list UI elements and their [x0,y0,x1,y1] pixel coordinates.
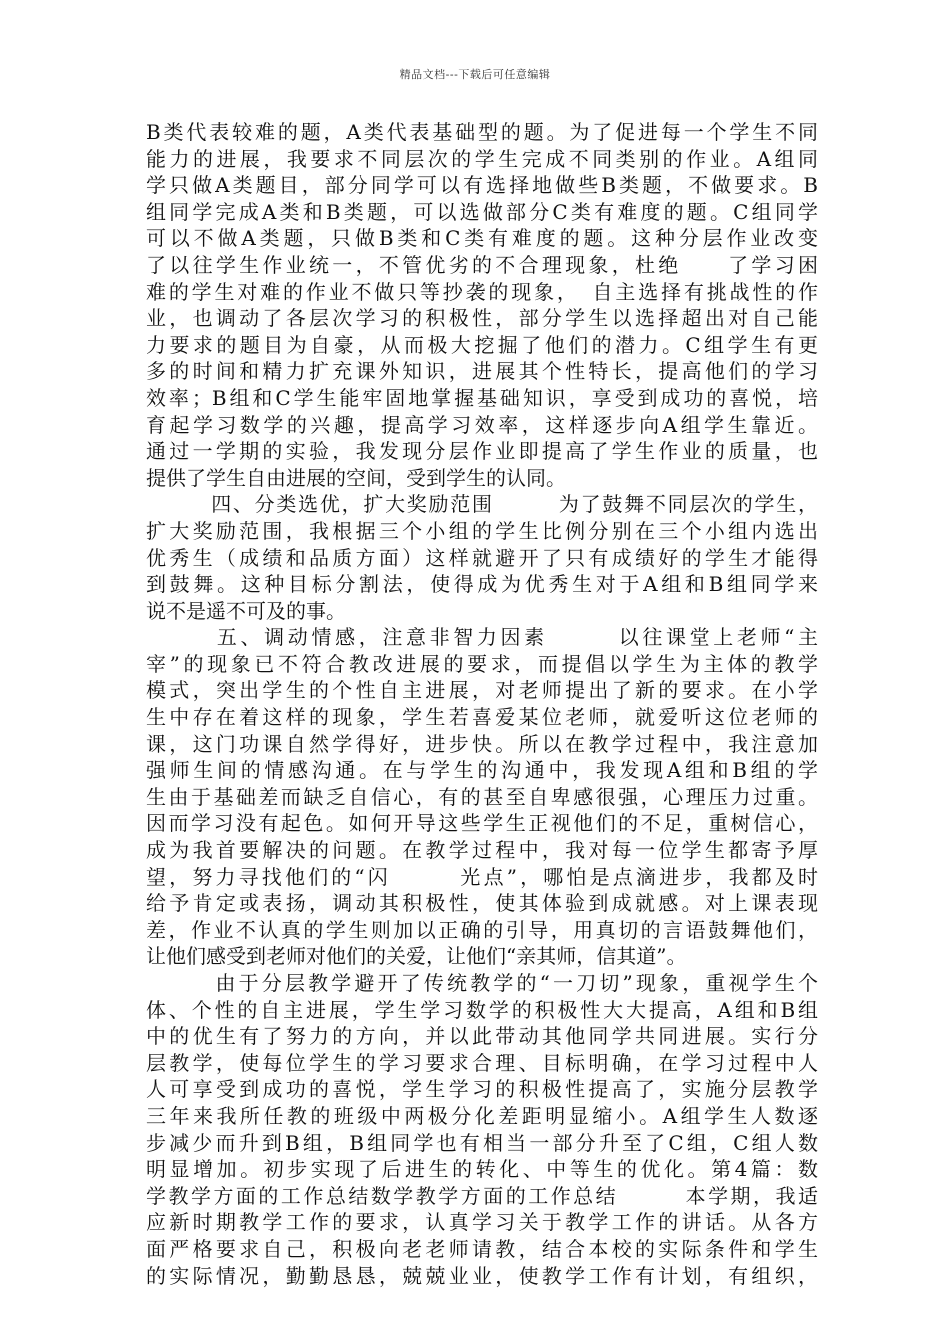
text-line: 业，也调动了各层次学习的积极性，部分学生以选择超出对自己能 [146,306,818,331]
text-line: 明显增加。初步实现了后进生的转化、中等生的优化。第4篇：数 [146,1157,818,1182]
text-line: 四、分类选优，扩大奖励范围 为了鼓舞不同层次的学生， [146,492,818,517]
text-line: 应新时期教学工作的要求，认真学习关于教学工作的讲话。从各方 [146,1210,818,1235]
text-line: 成为我首要解决的问题。在教学过程中，我对每一位学生都寄予厚 [146,838,818,863]
text-line: 中的优生有了努力的方向，并以此带动其他同学共同进展。实行分 [146,1024,818,1049]
text-line: 组同学完成A类和B类题，可以选做部分C类有难度的题。C组同学 [146,199,818,224]
text-line: 学教学方面的工作总结数学教学方面的工作总结 本学期，我适 [146,1183,818,1208]
text-line: 到鼓舞。这种目标分割法，使得成为优秀生对于A组和B组同学来 [146,572,818,597]
body-text [146,119,818,1289]
text-line: 强师生间的情感沟通。在与学生的沟通中，我发现A组和B组的学 [146,758,818,783]
text-line: 效率；B组和C学生能牢固地掌握基础知识，享受到成功的喜悦，培 [146,385,818,410]
text-line: 了以往学生作业统一，不管优劣的不合理现象，杜绝 了学习困 [146,252,818,277]
text-line: 难的学生对难的作业不做只等抄袭的现象， 自主选择有挑战性的作 [146,279,818,304]
text-line: 优秀生（成绩和品质方面）这样就避开了只有成绩好的学生才能得 [146,545,818,570]
text-line: 让他们感受到老师对他们的关爱，让他们“亲其师，信其道”。 [146,944,687,969]
text-line: 层教学，使每位学生的学习要求合理、目标明确，在学习过程中人 [146,1050,818,1075]
text-line: 步减少而升到B组，B组同学也有相当一部分升至了C组，C组人数 [146,1130,818,1155]
text-line: 提供了学生自由进展的空间，受到学生的认同。 [146,465,566,490]
text-line: 学只做A类题目，部分同学可以有选择地做些B类题，不做要求。B [146,173,818,198]
page-header: 精品文档---下载后可任意编辑 [399,68,551,81]
text-line: 课，这门功课自然学得好，进步快。所以在教学过程中，我注意加 [146,731,818,756]
text-line: 给予肯定或表扬，调动其积极性，使其体验到成就感。对上课表现 [146,891,818,916]
text-line: 生中存在着这样的现象，学生若喜爱某位老师，就爱听这位老师的 [146,705,818,730]
text-line: 模式，突出学生的个性自主进展，对老师提出了新的要求。在小学 [146,678,818,703]
text-line: 育起学习数学的兴趣，提高学习效率，这样逐步向A组学生靠近。 [146,412,818,437]
text-line: 体、个性的自主进展，学生学习数学的积极性大大提高，A组和B组 [146,997,818,1022]
text-line: 差，作业不认真的学生则加以正确的引导，用真切的言语鼓舞他们， [146,917,818,942]
text-line: 可以不做A类题，只做B类和C类有难度的题。这种分层作业改变 [146,226,818,251]
text-line: 说不是遥不可及的事。 [146,598,346,623]
text-line: 五、调动情感，注意非智力因素 以往课堂上老师“主 [146,625,818,650]
text-line: 扩大奖励范围，我根据三个小组的学生比例分别在三个小组内选出 [146,518,818,543]
text-line: 力要求的题目为自豪，从而极大挖掘了他们的潜力。C组学生有更 [146,332,818,357]
text-line: 三年来我所任教的班级中两极分化差距明显缩小。A组学生人数逐 [146,1103,818,1128]
text-line: 多的时间和精力扩充课外知识，进展其个性特长，提高他们的学习 [146,359,818,384]
text-line: 望，努力寻找他们的“闪 光点”，哪怕是点滴进步，我都及时 [146,864,818,889]
text-line: 宰”的现象已不符合教改进展的要求，而提倡以学生为主体的教学 [146,651,818,676]
text-line: 能力的进展，我要求不同层次的学生完成不同类别的作业。A组同 [146,146,818,171]
text-line: 生由于基础差而缺乏自信心，有的甚至自卑感很强，心理压力过重。 [146,784,818,809]
text-line: 通过一学期的实验，我发现分层作业即提高了学生作业的质量，也 [146,439,818,464]
text-line: B类代表较难的题，A类代表基础型的题。为了促进每一个学生不同 [146,120,818,144]
text-line: 由于分层教学避开了传统教学的“一刀切”现象，重视学生个 [146,971,818,995]
text-line: 人可享受到成功的喜悦，学生学习的积极性提高了，实施分层教学 [146,1077,818,1102]
text-line: 的实际情况，勤勤恳恳，兢兢业业，使教学工作有计划，有组织， [146,1263,818,1288]
text-line: 面严格要求自己，积极向老老师请教，结合本校的实际条件和学生 [146,1236,818,1261]
text-line: 因而学习没有起色。如何开导这些学生正视他们的不足，重树信心， [146,811,818,836]
